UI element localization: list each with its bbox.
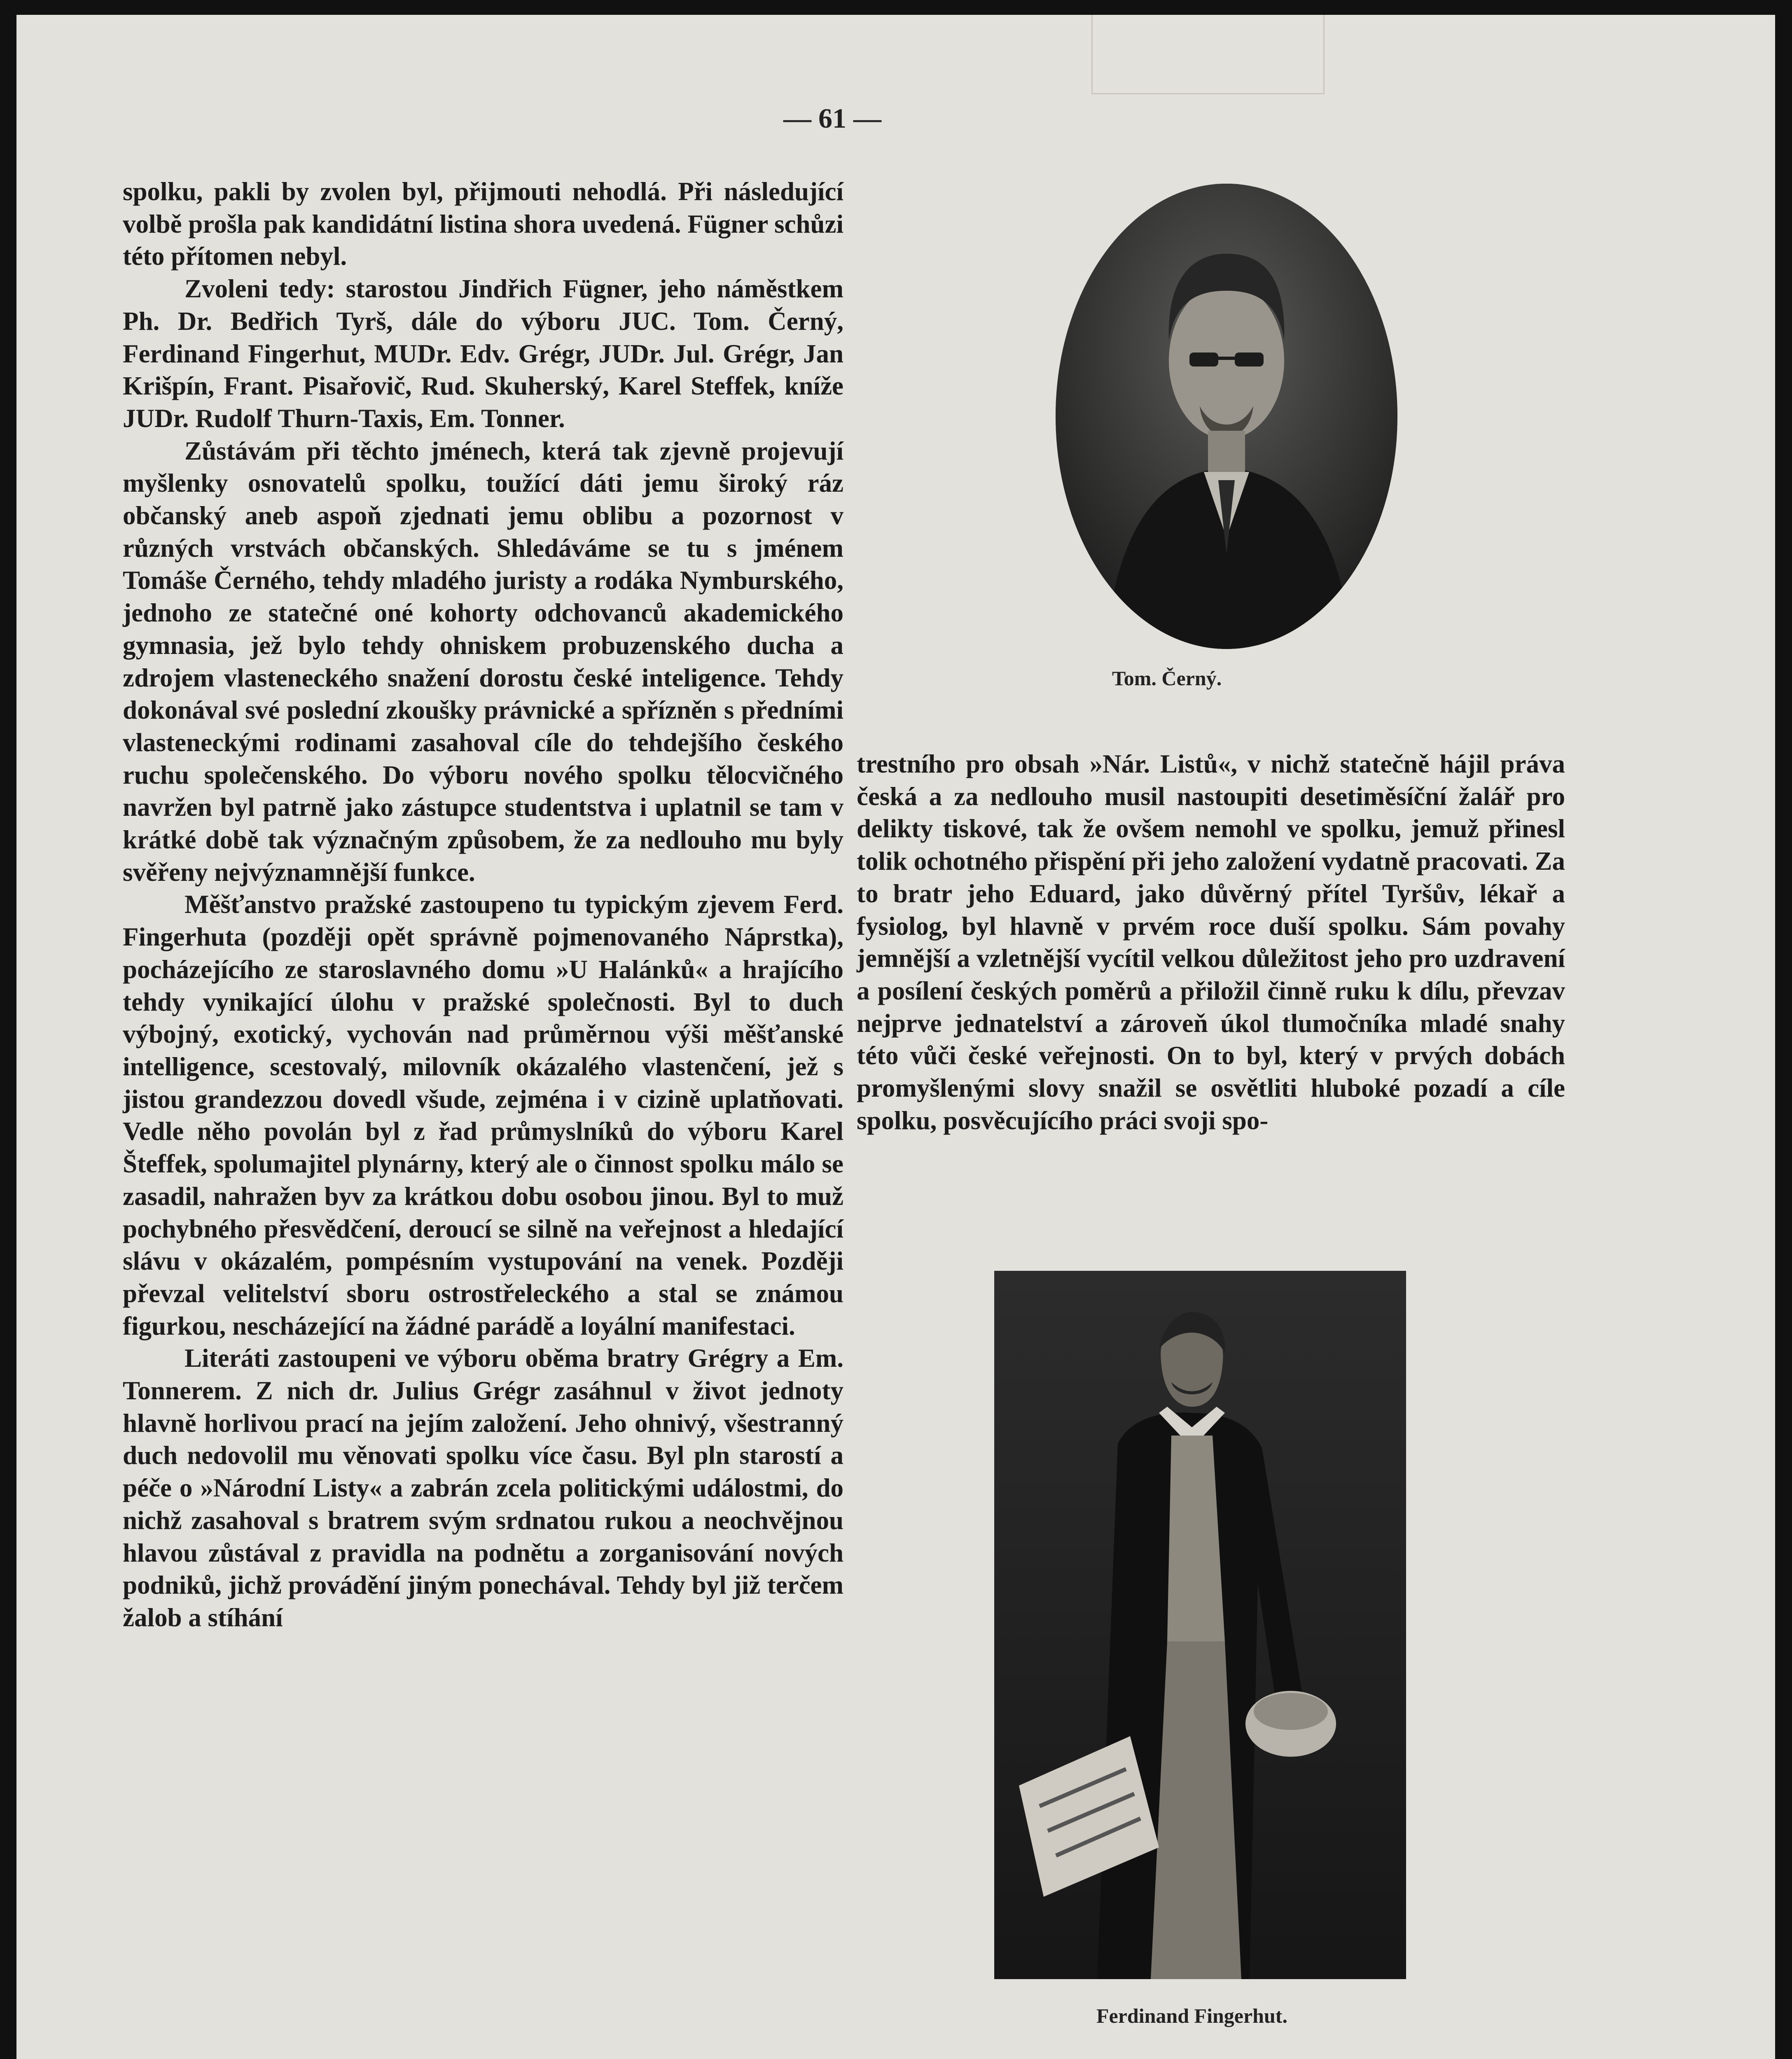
paragraph: Zůstávám při těchto jménech, která tak zjevně projevují myšlenky osnovatelů spolku, toužící dáti jemu široký ráz občanský aneb aspoň zjednati jemu oblibu a pozornost v různých vrstvách občanských. Shledáváme se tu s jménem Tomáše Černého, tehdy mladého juristy a rodáka Nymburského, jednoho ze statečné oné kohorty odchovanců akademického gymnasia, jež bylo tehdy ohniskem probuzenského ducha a zdrojem vlasteneckého snažení dorostu české inteligence. Tehdy dokonával své poslední zkoušky právnické a spřízněn s předními vlasteneckými rodinami zasahoval cíle do tehdejšího českého ruchu společenského. Do výboru nového spolku tělocvičného navržen byl patrně jako zástupce studentstva i uplatnil se tam v krátké době tak význačným způsobem, že za nedlouho mu byly svěřeny nejvýznamnější funkce. — [123, 436, 843, 887]
paragraph: Literáti zastoupeni ve výboru oběma bratry Grégry a Em. Tonnerem. Z nich dr. Julius Grégr zasáhnul v život jednoty hlavně horlivou prací na jejím založení. Jeho ohnivý, všestranný duch nedovolil mu věnovati spolku více času. Byl pln starostí a péče o »Národní Listy« a zabrán zcela politickými událostmi, do nichž zasahoval s bratrem svým srdnatou rukou a neochvějnou hlavou zůstával z pravidla na podnětu a zorganisování nových podniků, jichž provádění jiným ponechával. Tehdy byl již terčem žalob a stíhání — [123, 1344, 843, 1632]
portrait1-caption: Tom. Černý. — [1112, 667, 1222, 690]
portrait-ferdinand-fingerhut — [994, 1271, 1406, 1979]
paragraph: trestního pro obsah »Nár. Listů«, v nichž statečně hájil práva česká a za nedlouho musil nastoupiti desetiměsíční žalář pro delikty tiskové, tak že ovšem nemohl ve spolku, jemuž přinesl tolik ochotného přispění při jeho založení vydatně pracovati. Za to bratr jeho Eduard, jako důvěrný přítel Tyršův, lékař a fysiolog, byl hlavně v prvém roce duší spolku. Sám povahy jemnější a vzletnější vycítil velkou důležitost jeho pro uzdravení a posílení českých poměrů a přiložil činně ruku k dílu, převzav nejprve jednatelství a zároveň úkol tlumočníka mladé snahy této vůči české veřejnosti. On to byl, který v prvých dobách promyšlenými slovy snažil se osvětliti hluboké pozadí a cíle spolku, posvěcujícího práci svoji spo- — [857, 749, 1565, 1135]
portrait-tom-cerny — [1056, 184, 1397, 649]
page-number: — 61 — — [783, 103, 881, 134]
paragraph: Zvoleni tedy: starostou Jindřich Fügner, jeho náměstkem Ph. Dr. Bedřich Tyrš, dále do výboru JUC. Tom. Černý, Ferdinand Fingerhut, MUDr. Edv. Grégr, JUDr. Jul. Grégr, Jan Krišpín, Frant. Pisařovič, Rud. Skuherský, Karel Steffek, kníže JUDr. Rudolf Thurn-Taxis, Em. Tonner. — [123, 274, 843, 433]
portrait2-caption: Ferdinand Fingerhut. — [1096, 2004, 1287, 2027]
paragraph: Měšťanstvo pražské zastoupeno tu typickým zjevem Ferd. Fingerhuta (později opět správně pojmenovaného Náprstka), pocházejícího ze staroslavného domu »U Halánků« a hrajícího tehdy vynikající úlohu v pražské společnosti. Byl to duch výbojný, exotický, vychován nad průměrnou výši měšťanské intelligence, scestovalý, milovník okázalého vlastenčení, jež s jistou grandezzou dovedl všude, zejména i v cizině uplatňovati. Vedle něho povolán byl z řad průmyslníků do výboru Karel Šteffek, spolumajitel plynárny, který ale o činnost spolku málo se zasadil, nahražen byv za krátkou dobu osobou jinou. Byl to muž pochybného přesvědčení, deroucí se silně na veřejnost a hledající slávu v okázalém, pompésním vystupování na venek. Později převzal velitelství sboru ostrostřeleckého a stal se známou figurkou, nescházející na žádné parádě a loyální manifestaci. — [123, 890, 843, 1340]
page — [16, 15, 1775, 2059]
left-column — [123, 175, 843, 1634]
right-column — [857, 748, 1565, 1137]
paragraph: spolku, pakli by zvolen byl, přijmouti nehodlá. Při následující volbě prošla pak kandidátní listina shora uvedená. Fügner schůzi této přítomen nebyl. — [123, 177, 843, 271]
library-stamp — [1091, 15, 1325, 94]
